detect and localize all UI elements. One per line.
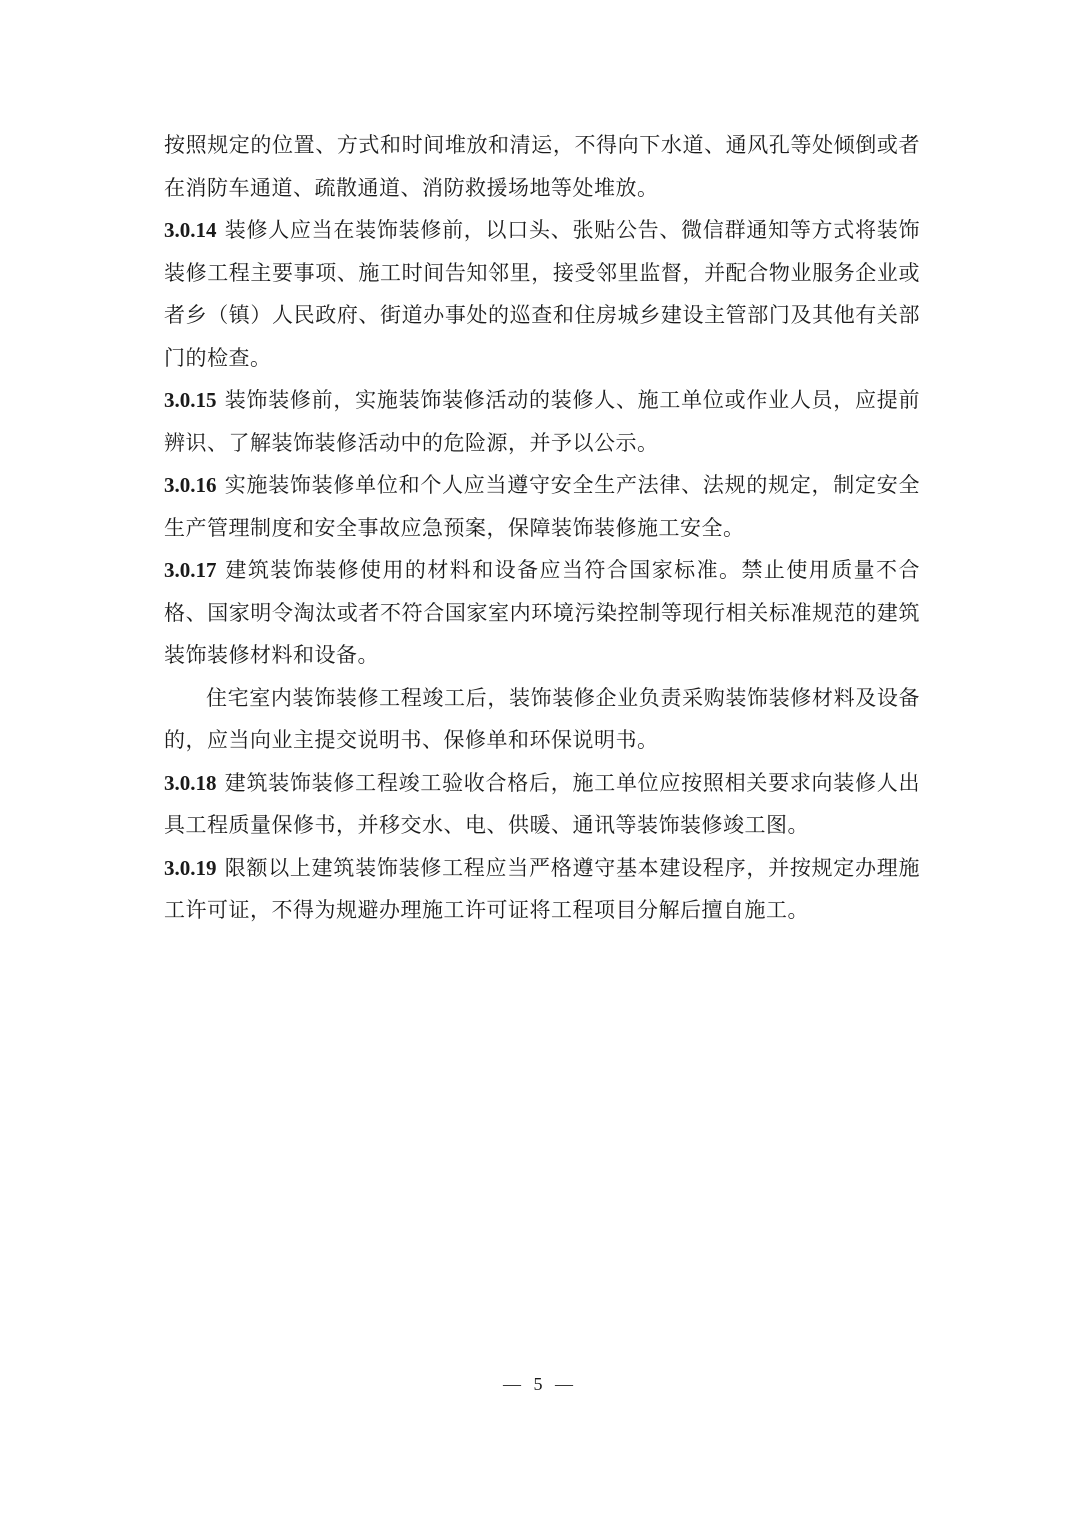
clause-number: 3.0.18 <box>164 770 217 795</box>
clause-text: 限额以上建筑装饰装修工程应当严格遵守基本建设程序，并按规定办理施工许可证，不得为规避办理施工许可证将工程项目分解后擅自施工。 <box>164 855 920 922</box>
clause-number: 3.0.14 <box>164 218 217 242</box>
clause-3-0-17 <box>164 549 920 677</box>
clause-text: 实施装饰装修单位和个人应当遵守安全生产法律、法规的规定，制定安全生产管理制度和安全事故应急预案，保障装饰装修施工安全。 <box>164 473 920 540</box>
clause-3-0-15 <box>164 379 920 464</box>
clause-text: 建筑装饰装修使用的材料和设备应当符合国家标准。禁止使用质量不合格、国家明令淘汰或者不符合国家室内环境污染控制等现行相关标准规范的建筑装饰装修材料和设备。 <box>164 558 920 667</box>
paragraph-continuation <box>164 124 920 209</box>
clause-number: 3.0.17 <box>164 558 217 582</box>
clause-text: 建筑装饰装修工程竣工验收合格后，施工单位应按照相关要求向装修人出具工程质量保修书，并移交水、电、供暖、通讯等装饰装修竣工图。 <box>164 770 920 837</box>
clause-3-0-19 <box>164 847 920 932</box>
clause-text: 装饰装修前，实施装饰装修活动的装修人、施工单位或作业人员，应提前辨识、了解装饰装修活动中的危险源，并予以公示。 <box>164 388 920 455</box>
clause-number: 3.0.16 <box>164 473 217 497</box>
clause-text: 装修人应当在装饰装修前，以口头、张贴公告、微信群通知等方式将装饰装修工程主要事项、施工时间告知邻里，接受邻里监督，并配合物业服务企业或者乡（镇）人民政府、街道办事处的巡查和住房城乡建设主管部门及其他有关部门的检查。 <box>164 218 920 370</box>
paragraph-text: 住宅室内装饰装修工程竣工后，装饰装修企业负责采购装饰装修材料及设备的，应当向业主提交说明书、保修单和环保说明书。 <box>164 685 920 752</box>
clause-number: 3.0.19 <box>164 855 217 880</box>
clause-3-0-14 <box>164 209 920 379</box>
paragraph-text: 按照规定的位置、方式和时间堆放和清运，不得向下水道、通风孔等处倾倒或者在消防车通道、疏散通道、消防救援场地等处堆放。 <box>164 133 920 200</box>
clause-number: 3.0.15 <box>164 388 217 412</box>
clause-3-0-16 <box>164 464 920 549</box>
paragraph-indented <box>164 677 920 762</box>
page-number: — 5 — <box>503 1374 577 1394</box>
document-body <box>164 124 920 932</box>
clause-3-0-18 <box>164 762 920 847</box>
